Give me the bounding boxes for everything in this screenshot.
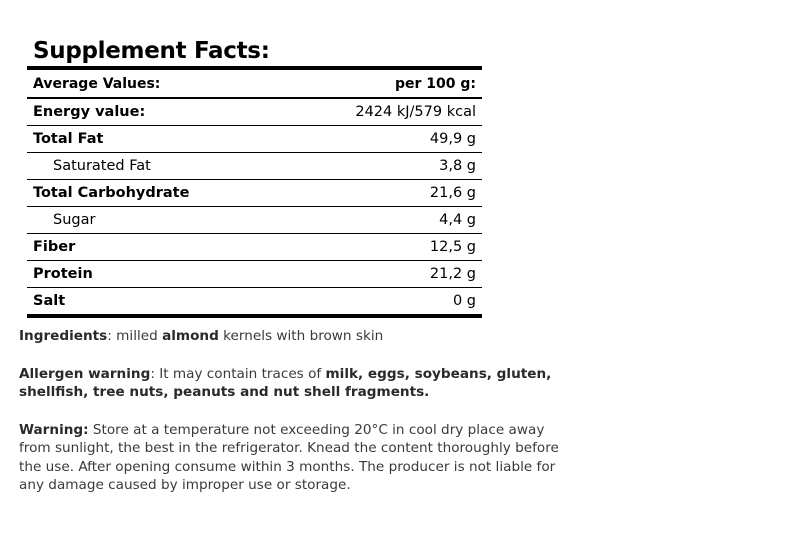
- row-label: Total Fat: [27, 126, 282, 153]
- table-row: [27, 153, 482, 180]
- row-value: 2424 kJ/579 kcal: [282, 98, 482, 126]
- table-row: [27, 288, 482, 317]
- row-label: Salt: [33, 293, 66, 309]
- table-row: [27, 234, 482, 261]
- row-value: 21,6 g: [282, 180, 482, 207]
- table-row: [27, 261, 482, 288]
- row-label: Energy value:: [27, 98, 282, 126]
- ingredients-highlight: almond: [162, 328, 219, 344]
- row-value: 0 g: [452, 293, 476, 309]
- warning-text: Store at a temperature not exceeding 20°C in cool dry place away from sunlight, the best in the refrigerator. Knead the content thoroughly before the use. After opening consume within 3 months. The producer is not liable for any damage caused by improper use or storage.: [19, 421, 559, 493]
- row-value: 3,8 g: [282, 153, 482, 180]
- row-label: Fiber: [27, 234, 282, 261]
- ingredients-label: Ingredients: [19, 328, 108, 344]
- table-row: [27, 98, 482, 126]
- allergen-paragraph: [19, 365, 579, 402]
- table-row: [27, 207, 482, 234]
- row-label: Protein: [27, 261, 282, 288]
- header-label: Average Values:: [27, 68, 282, 98]
- allergen-label: Allergen warning: [19, 365, 151, 382]
- ingredients-text-post: kernels with brown skin: [218, 328, 384, 344]
- ingredients-text-pre: : milled: [107, 328, 163, 344]
- header-value: per 100 g:: [282, 68, 482, 98]
- allergen-text: : It may contain traces of: [150, 365, 326, 382]
- supplement-facts-panel: [27, 36, 482, 318]
- row-value: 21,2 g: [282, 261, 482, 288]
- row-value: 12,5 g: [282, 234, 482, 261]
- facts-title: Supplement Facts:: [33, 38, 270, 64]
- row-label: Sugar: [27, 207, 282, 234]
- row-value: 49,9 g: [282, 126, 482, 153]
- warning-label: Warning:: [19, 421, 89, 438]
- ingredients-paragraph: [19, 327, 579, 346]
- table-row: [27, 126, 482, 153]
- product-notes: [19, 327, 579, 514]
- row-label: Saturated Fat: [27, 153, 282, 180]
- warning-paragraph: [19, 421, 579, 495]
- allergen-list: milk, eggs, soybeans, gluten, shellfish, tree nuts, peanuts and nut shell fragments.: [19, 365, 552, 400]
- row-value: 4,4 g: [282, 207, 482, 234]
- facts-table: [27, 66, 482, 318]
- facts-header-row: [27, 68, 482, 98]
- table-row: [27, 180, 482, 207]
- row-label: Total Carbohydrate: [27, 180, 282, 207]
